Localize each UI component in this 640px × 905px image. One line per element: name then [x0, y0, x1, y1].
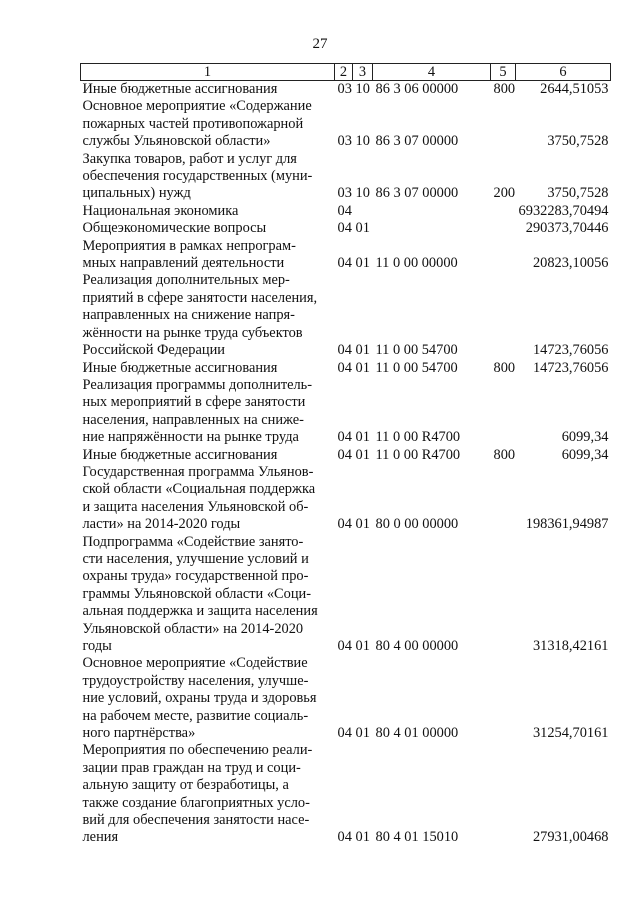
row-expense-type-code: 200	[493, 185, 516, 202]
row-name-line: охраны труда» государственной про-	[82, 568, 309, 585]
row-name-line: Реализация дополнительных мер-	[82, 272, 290, 289]
row-target-article-code: 11 0 00 00000	[375, 255, 458, 272]
row-amount: 31318,42161	[532, 638, 609, 654]
row-amount: 3750,7528	[547, 185, 609, 202]
row-subsection-code: 01	[355, 829, 370, 846]
row-name-line: Основное мероприятие «Содержание	[82, 98, 312, 115]
header-col-1: 1	[81, 64, 335, 81]
row-section-code: 04	[337, 725, 352, 742]
row-name-line: Иные бюджетные ассигнования	[82, 81, 278, 97]
table-row	[81, 377, 611, 447]
row-name-line: Иные бюджетные ассигнования	[82, 446, 278, 463]
row-target-article-code: 80 0 00 00000	[375, 516, 459, 533]
row-name-line: Иные бюджетные ассигнования	[82, 359, 278, 376]
table-row	[81, 81, 611, 99]
row-section-code: 04	[337, 829, 352, 846]
row-subsection-code: 01	[355, 220, 370, 237]
row-target-article-code: 80 4 01 00000	[375, 725, 459, 742]
row-section-code: 04	[337, 638, 352, 654]
table-row	[81, 360, 611, 377]
table-row	[81, 238, 611, 273]
row-subsection-code	[353, 203, 373, 220]
row-target-article-code: 11 0 00 R4700	[375, 429, 461, 446]
table-body	[81, 81, 611, 847]
row-name-line: Мероприятия по обеспечению реали-	[82, 742, 313, 759]
row-section-code: 03	[337, 185, 352, 202]
row-section-code: 04	[337, 202, 352, 219]
header-col-6: 6	[516, 64, 611, 81]
row-section-code: 03	[337, 133, 352, 150]
table-row	[81, 447, 611, 464]
row-expense-type-code	[491, 534, 516, 656]
table-row	[81, 203, 611, 220]
row-name-line: ние напряжённости на рынке труда	[82, 429, 299, 446]
row-name-line: сти населения, улучшение условий и	[82, 550, 309, 567]
row-section-code: 04	[337, 342, 352, 359]
row-subsection-code: 01	[355, 516, 370, 533]
row-section-code: 04	[337, 446, 352, 463]
row-amount: 290373,70446	[525, 220, 609, 237]
row-amount: 6099,34	[561, 446, 609, 463]
budget-table	[80, 63, 611, 847]
row-name-line: мных направлений деятельности	[82, 255, 285, 272]
row-expense-type-code	[491, 377, 516, 447]
row-target-article-code: 80 4 00 00000	[375, 638, 459, 654]
row-target-article-code: 86 3 06 00000	[375, 81, 459, 97]
header-row	[81, 64, 611, 81]
table-row	[81, 220, 611, 237]
row-subsection-code: 01	[355, 638, 370, 654]
row-amount: 14723,76056	[532, 359, 609, 376]
row-amount: 20823,10056	[532, 255, 609, 272]
row-amount: 2644,51053	[540, 81, 609, 97]
row-name-line: пожарных частей противопожарной	[82, 115, 304, 132]
row-name-line: и защита населения Ульяновской об-	[82, 498, 309, 515]
row-name-line: Российской Федерации	[82, 342, 225, 359]
row-name	[81, 742, 335, 846]
row-name-line: ние условий, охраны труда и здоровья	[82, 690, 317, 707]
row-name	[81, 203, 335, 220]
row-subsection-code: 01	[355, 429, 370, 446]
row-name-line: Реализация программы дополнитель-	[82, 376, 313, 393]
row-name	[81, 238, 335, 273]
row-name-line: Национальная экономика	[82, 202, 239, 219]
row-target-article-code: 80 4 01 15010	[375, 829, 459, 846]
row-amount: 6932283,70494	[518, 202, 609, 219]
row-name	[81, 272, 335, 359]
row-name-line: альную защиту от безработицы, а	[82, 777, 289, 794]
row-section-code: 03	[337, 81, 352, 97]
row-expense-type-code	[491, 655, 516, 742]
row-subsection-code: 01	[355, 342, 370, 359]
row-expense-type-code: 800	[493, 81, 516, 97]
table-row	[81, 151, 611, 203]
row-target-article-code: 86 3 07 00000	[375, 185, 459, 202]
row-name-line: зации прав граждан на труд и соци-	[82, 759, 301, 776]
row-name-line: Основное мероприятие «Содействие	[82, 655, 308, 672]
row-name-line: ласти» на 2014-2020 годы	[82, 516, 241, 533]
row-target-article-code: 11 0 00 54700	[375, 359, 458, 376]
row-section-code: 04	[337, 516, 352, 533]
row-target-article-code: 86 3 07 00000	[375, 133, 459, 150]
row-name-line: ного партнёрства»	[82, 725, 196, 742]
row-name-line: Государственная программа Ульянов-	[82, 463, 314, 480]
row-target-article-code	[373, 203, 491, 220]
row-name	[81, 360, 335, 377]
row-name	[81, 151, 335, 203]
row-name-line: населения, направленных на сниже-	[82, 411, 304, 428]
row-subsection-code: 10	[355, 81, 370, 97]
row-target-article-code: 11 0 00 R4700	[375, 446, 461, 463]
row-expense-type-code	[491, 220, 516, 237]
row-name-line: Подпрограмма «Содействие занято-	[82, 533, 304, 550]
table-row	[81, 272, 611, 359]
row-expense-type-code: 800	[493, 446, 516, 463]
row-section-code: 04	[337, 220, 352, 237]
row-name-line: ных мероприятий в сфере занятости	[82, 394, 306, 411]
row-name-line: годы	[82, 638, 112, 654]
row-name	[81, 81, 335, 99]
table-row	[81, 655, 611, 742]
row-name-line: Закупка товаров, работ и услуг для	[82, 150, 297, 167]
row-name	[81, 655, 335, 742]
row-section-code: 04	[337, 359, 352, 376]
row-name-line: вий для обеспечения занятости насе-	[82, 812, 310, 829]
header-col-2: 2	[335, 64, 353, 81]
row-amount: 27931,00468	[532, 829, 609, 846]
table-header	[81, 64, 611, 81]
row-amount: 6099,34	[561, 429, 609, 446]
row-name-line: обеспечения государственных (муни-	[82, 168, 313, 185]
row-name-line: Общеэкономические вопросы	[82, 220, 267, 237]
row-name	[81, 220, 335, 237]
row-section-code: 04	[337, 429, 352, 446]
row-target-article-code: 11 0 00 54700	[375, 342, 458, 359]
row-subsection-code: 01	[355, 359, 370, 376]
row-expense-type-code	[491, 203, 516, 220]
row-section-code: 04	[337, 255, 352, 272]
row-subsection-code: 01	[355, 446, 370, 463]
row-subsection-code: 10	[355, 133, 370, 150]
row-name-line: жённости на рынке труда субъектов	[82, 324, 303, 341]
row-amount: 198361,94987	[525, 516, 609, 533]
row-expense-type-code	[491, 98, 516, 150]
row-name-line: ления	[82, 829, 119, 846]
table-row	[81, 98, 611, 150]
row-amount: 31254,70161	[532, 725, 609, 742]
row-name	[81, 534, 335, 656]
row-name-line: трудоустройству населения, улучше-	[82, 672, 309, 689]
page-number: 27	[312, 36, 328, 52]
header-col-5: 5	[491, 64, 516, 81]
row-name-line: на рабочем месте, развитие социаль-	[82, 707, 309, 724]
row-name-line: Ульяновской области» на 2014-2020	[82, 620, 304, 637]
row-name	[81, 464, 335, 534]
row-name	[81, 98, 335, 150]
row-expense-type-code	[491, 238, 516, 273]
row-name	[81, 447, 335, 464]
row-name-line: Мероприятия в рамках непрограм-	[82, 237, 296, 254]
header-col-4: 4	[373, 64, 491, 81]
row-name-line: граммы Ульяновской области «Соци-	[82, 585, 312, 602]
row-name-line: также создание благоприятных усло-	[82, 794, 310, 811]
row-name-line: приятий в сфере занятости населения,	[82, 289, 318, 306]
table-row	[81, 742, 611, 846]
row-name	[81, 377, 335, 447]
row-subsection-code: 10	[355, 185, 370, 202]
table-row	[81, 464, 611, 534]
row-name-line: службы Ульяновской области»	[82, 133, 271, 150]
row-expense-type-code	[491, 272, 516, 359]
row-name-line: ципальных) нужд	[82, 185, 191, 202]
row-amount: 14723,76056	[532, 342, 609, 359]
row-subsection-code: 01	[355, 255, 370, 272]
row-name-line: ской области «Социальная поддержка	[82, 481, 316, 498]
row-expense-type-code	[491, 742, 516, 846]
row-expense-type-code: 800	[493, 359, 516, 376]
table-row	[81, 534, 611, 656]
row-name-line: направленных на снижение напря-	[82, 307, 295, 324]
row-expense-type-code	[491, 464, 516, 534]
row-subsection-code: 01	[355, 725, 370, 742]
header-col-3: 3	[353, 64, 373, 81]
row-name-line: альная поддержка и защита населения	[82, 603, 318, 620]
row-target-article-code	[373, 220, 491, 237]
row-amount: 3750,7528	[547, 133, 609, 150]
